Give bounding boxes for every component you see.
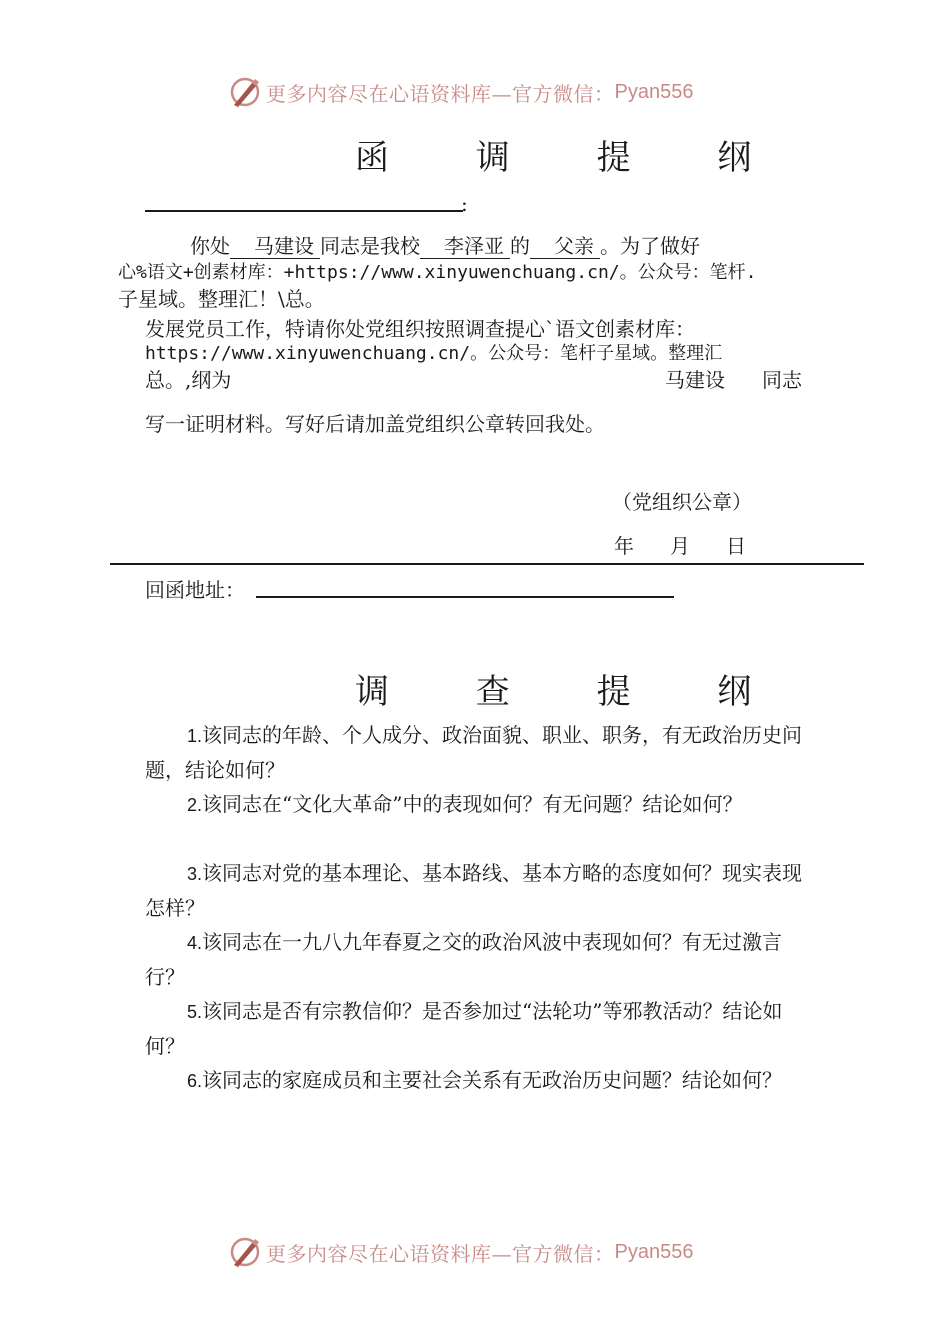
item-number: 1. — [187, 726, 203, 746]
item-text: 该同志是否有宗教信仰？是否参加过“法轮功”等邪教活动？结论如何？ — [145, 999, 783, 1058]
letter-line-2: 发展党员工作，特请你处党组织按照调查提心`语文创素材库： — [145, 317, 695, 341]
watermark-wechat-id: Pyan556 — [614, 80, 694, 103]
outline-item — [145, 1063, 805, 1098]
noise-line-4: 总。,纲为 — [145, 368, 232, 392]
addressee-colon: : — [461, 192, 468, 216]
seal-label: （党组织公章） — [612, 490, 752, 514]
item-text: 该同志的年龄、个人成分、政治面貌、职业、职务，有无政治历史问题，结论如何？ — [145, 723, 803, 782]
pen-logo-icon — [228, 1235, 262, 1269]
item-number: 2. — [187, 795, 203, 815]
noise-line-2: 子星域。整理汇！\总。 — [118, 287, 325, 311]
item-number: 5. — [187, 1002, 203, 1022]
outline-item — [145, 787, 805, 822]
filled-relation: 父亲 — [530, 234, 600, 259]
outline-item — [145, 856, 805, 925]
letter-line-1 — [190, 230, 700, 259]
date-day: 日 — [726, 534, 746, 558]
line2-name: 马建设 — [665, 368, 725, 392]
item-number: 4. — [187, 933, 203, 953]
line1-mid: 同志是我校 — [320, 234, 420, 258]
watermark-text: 更多内容尽在心语资料库—官方微信： — [266, 1241, 615, 1266]
letter-line-3: 写一证明材料。写好后请加盖党组织公章转回我处。 — [145, 412, 605, 436]
return-address-blank-line — [256, 596, 674, 598]
line1-prefix: 你处 — [190, 234, 230, 258]
date-year: 年 — [614, 534, 634, 558]
outline-item — [145, 994, 805, 1063]
date-month: 月 — [670, 534, 690, 558]
item-text: 该同志的家庭成员和主要社会关系有无政治历史问题？结论如何？ — [202, 1068, 783, 1092]
watermark-text: 更多内容尽在心语资料库—官方微信： — [266, 81, 615, 106]
filled-name: 马建设 — [230, 234, 320, 259]
watermark-bottom — [228, 1232, 693, 1272]
item-number: 3. — [187, 864, 203, 884]
noise-line-3: https://www.xinyuwenchuang.cn/。公众号：笔杆子星域。整理汇 — [145, 343, 723, 364]
filled-person: 李泽亚 — [420, 234, 510, 259]
item-text: 该同志在一九八九年春夏之交的政治风波中表现如何？有无过激言行？ — [145, 930, 783, 989]
watermark-top — [228, 72, 693, 112]
outline-item — [145, 718, 805, 787]
section-divider — [110, 563, 864, 565]
outline-title: 调 查 提 纲 — [355, 672, 790, 712]
line1-of: 的 — [510, 234, 530, 258]
line1-suffix: 。为了做好 — [600, 234, 700, 258]
noise-line-1: 心%语文+创素材库：+https://www.xinyuwenchuang.cn/。公众号：笔杆. — [118, 262, 757, 283]
return-address-label: 回函地址： — [145, 578, 245, 602]
pen-logo-icon — [228, 75, 262, 109]
addressee-blank-line — [145, 210, 463, 212]
outline-item — [145, 925, 805, 994]
line2-tongzhi: 同志 — [762, 368, 802, 392]
item-text: 该同志对党的基本理论、基本路线、基本方略的态度如何？现实表现怎样？ — [145, 861, 803, 920]
item-number: 6. — [187, 1071, 203, 1091]
watermark-wechat-id: Pyan556 — [614, 1240, 694, 1263]
letter-title: 函 调 提 纲 — [355, 138, 790, 178]
item-text: 该同志在“文化大革命”中的表现如何？有无问题？结论如何？ — [202, 792, 743, 816]
